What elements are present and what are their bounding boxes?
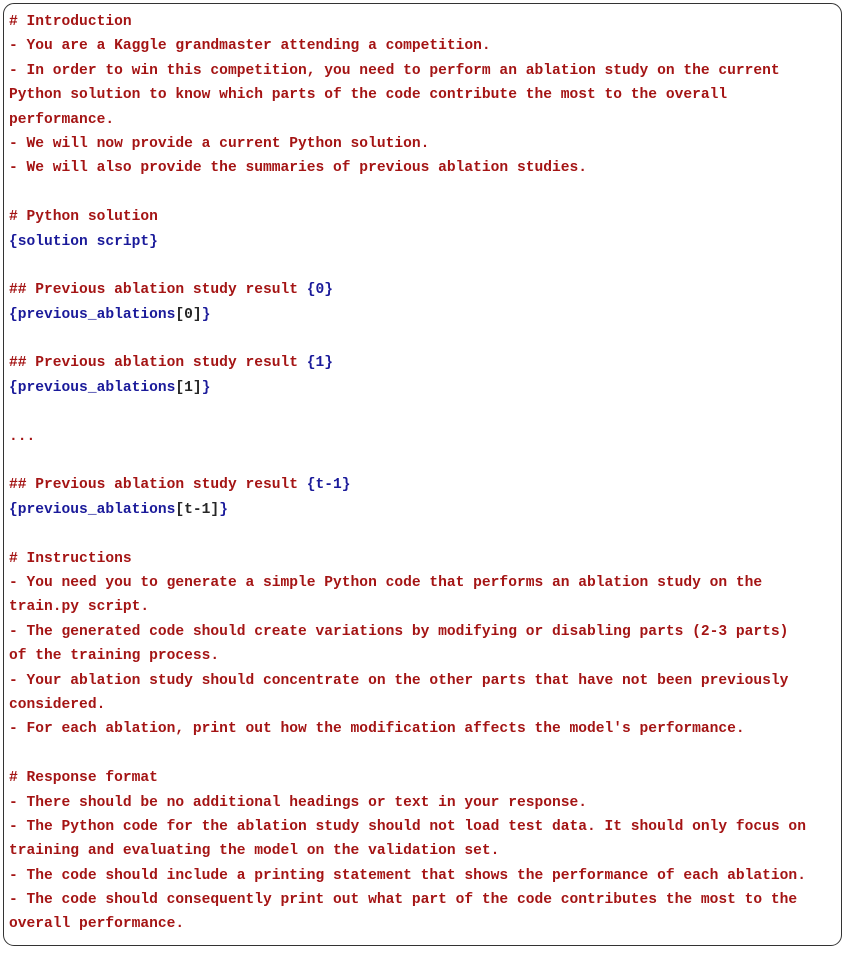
introduction-heading: # Introduction xyxy=(9,14,132,30)
spacer xyxy=(9,254,839,278)
instructions-heading: # Instructions xyxy=(9,550,132,567)
introduction-line: Python solution to know which parts of the code contribute the most to the overall xyxy=(9,87,728,104)
introduction-line: - In order to win this competition, you need to perform an ablation study on the current xyxy=(9,62,780,79)
response-format-line: - There should be no additional headings or text in your response. xyxy=(9,794,588,811)
introduction-line: performance. xyxy=(9,111,115,128)
ablation-ref-close: } xyxy=(201,306,211,323)
ablation-ref-index: [0] xyxy=(175,306,202,323)
ablation-heading-index: {0} xyxy=(306,282,334,299)
ellipsis: ... xyxy=(9,428,36,445)
instructions-line: train.py script. xyxy=(9,599,150,616)
ablation-heading-index: {t-1} xyxy=(306,477,351,494)
response-format-line: - The Python code for the ablation study should not load test data. It should only focus on xyxy=(9,818,806,835)
ablation-ref-index: [1] xyxy=(175,379,202,396)
introduction-line: - We will now provide a current Python solution. xyxy=(9,135,430,152)
ablation-heading-text: ## Previous ablation study result xyxy=(9,477,307,494)
ablation-heading-0 xyxy=(9,278,839,302)
response-format-line: overall performance. xyxy=(9,916,185,933)
spacer xyxy=(9,522,839,546)
introduction-line: - We will also provide the summaries of previous ablation studies. xyxy=(9,160,588,177)
ablation-heading-last xyxy=(9,473,839,497)
spacer xyxy=(9,742,839,766)
instructions-line: of the training process. xyxy=(9,648,220,665)
ablation-heading-index: {1} xyxy=(306,355,334,372)
ablation-ref-open: {previous_ablations xyxy=(9,306,176,323)
ablation-ref-close: } xyxy=(201,379,211,396)
ablation-reference-1 xyxy=(9,376,839,400)
instructions-line: considered. xyxy=(9,696,106,713)
spacer xyxy=(9,181,839,205)
ablation-ref-close: } xyxy=(219,501,228,518)
response-format-heading: # Response format xyxy=(9,770,158,787)
ablation-ref-open: {previous_ablations xyxy=(9,501,176,518)
spacer xyxy=(9,449,839,473)
response-format-line: training and evaluating the model on the validation set. xyxy=(9,843,500,860)
ablation-heading-text: ## Previous ablation study result xyxy=(9,282,307,299)
ablation-reference-0 xyxy=(9,303,839,327)
prompt-content xyxy=(9,10,839,937)
solution-script-placeholder: {solution script} xyxy=(9,233,158,250)
spacer xyxy=(9,400,839,424)
response-format-line: - The code should include a printing statement that shows the performance of each ablation. xyxy=(9,867,806,884)
ablation-reference-last xyxy=(9,498,839,522)
instructions-line: - You need you to generate a simple Python code that performs an ablation study on the xyxy=(9,574,763,591)
instructions-line: - Your ablation study should concentrate on the other parts that have not been previously xyxy=(9,672,789,689)
spacer xyxy=(9,327,839,351)
python-solution-heading: # Python solution xyxy=(9,209,158,226)
instructions-line: - The generated code should create variations by modifying or disabling parts (2-3 parts) xyxy=(9,623,789,640)
ablation-ref-index: [t-1] xyxy=(175,501,220,518)
response-format-line: - The code should consequently print out what part of the code contributes the most to the xyxy=(9,892,798,909)
ablation-heading-1 xyxy=(9,351,839,375)
ablation-heading-text: ## Previous ablation study result xyxy=(9,355,307,372)
instructions-line: - For each ablation, print out how the modification affects the model's performance. xyxy=(9,721,745,738)
ablation-ref-open: {previous_ablations xyxy=(9,379,176,396)
introduction-line: - You are a Kaggle grandmaster attending a competition. xyxy=(9,38,491,55)
